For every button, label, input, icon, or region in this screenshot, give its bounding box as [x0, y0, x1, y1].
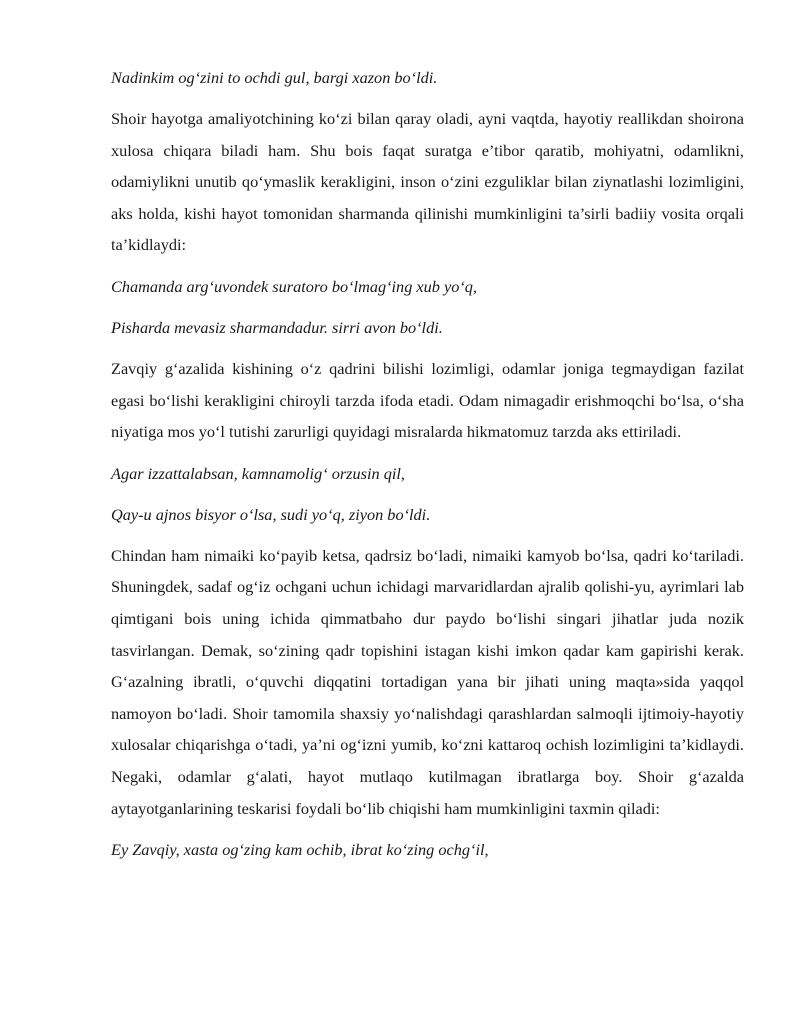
verse-line-2: Chamanda arg‘uvondek suratoro bo‘lmag‘ing xub yo‘q, — [111, 276, 477, 296]
verse-line-5: Qay-u ajnos bisyor o‘lsa, sudi yo‘q, ziyon bo‘ldi. — [111, 504, 431, 524]
verse-line-3: Pisharda mevasiz sharmandadur. sirri avon bo‘ldi. — [111, 317, 443, 337]
paragraph-3: Chindan ham nimaiki ko‘payib ketsa, qadrsiz bo‘ladi, nimaiki kamyob bo‘lsa, qadri ko‘tariladi. Shuningdek, sadaf og‘iz ochgani uchun ichidagi marvaridlardan ajralib qolishi-yu, ayrimlari lab qimtigani bois uning ichida qimmatbaho dur paydo bo‘lishi singari jihatlar juda nozik tasvirlangan. Demak, so‘zining qadr topishini istagan kishi imkon qadar kam gapirishi kerak. G‘azalning ibratli, o‘quvchi diqqatini tortadigan yana bir jihati uning maqta»sida yaqqol namoyon bo‘ladi. Shoir tamomila shaxsiy yo‘nalishdagi qarashlardan salmoqli ijtimoiy-hayotiy xulosalar chiqarishga o‘tadi, ya’ni og‘izni yumib, ko‘zni kattaroq ochish lozimligini ta’kidlaydi. Negaki, odamlar g‘alati, hayot mutlaqo kutilmagan ibratlarga boy. Shoir g‘azalda aytayotganlarining teskarisi foydali bo‘lib chiqishi ham mumkinligini taxmin qiladi: — [111, 545, 744, 818]
verse-line-6: Ey Zavqiy, xasta og‘zing kam ochib, ibrat ko‘zing ochg‘il, — [111, 840, 489, 860]
paragraph-2: Zavqiy g‘azalida kishining o‘z qadrini bilishi lozimligi, odamlar joniga tegmaydigan fazilat egasi bo‘lishi kerakligini chiroyli tarzda ifoda etadi. Odam nimagadir erishmoqchi bo‘lsa, o‘sha niyatiga mos yo‘l tutishi zarurligi quyidagi misralarda hikmatomuz tarzda aks ettiriladi. — [111, 358, 744, 442]
paragraph-1: Shoir hayotga amaliyotchining ko‘zi bilan qaray oladi, ayni vaqtda, hayotiy reallikdan shoirona xulosa chiqara biladi ham. Shu bois faqat suratga e’tibor qaratib, mohiyatni, odamlikni, odamiylikni unutib qo‘ymaslik kerakligini, inson o‘zini ezguliklar bilan ziynatlashi lozimligini, aks holda, kishi hayot tomonidan sharmanda qilinishi mumkinligini ta’sirli badiiy vosita orqali ta’kidlaydi: — [111, 109, 744, 255]
document-page — [111, 62, 744, 875]
verse-line-1: Nadinkim og‘zini to ochdi gul, bargi xazon bo‘ldi. — [111, 68, 438, 87]
verse-line-4: Agar izzattalabsan, kamnamolig‘ orzusin qil, — [111, 463, 405, 483]
